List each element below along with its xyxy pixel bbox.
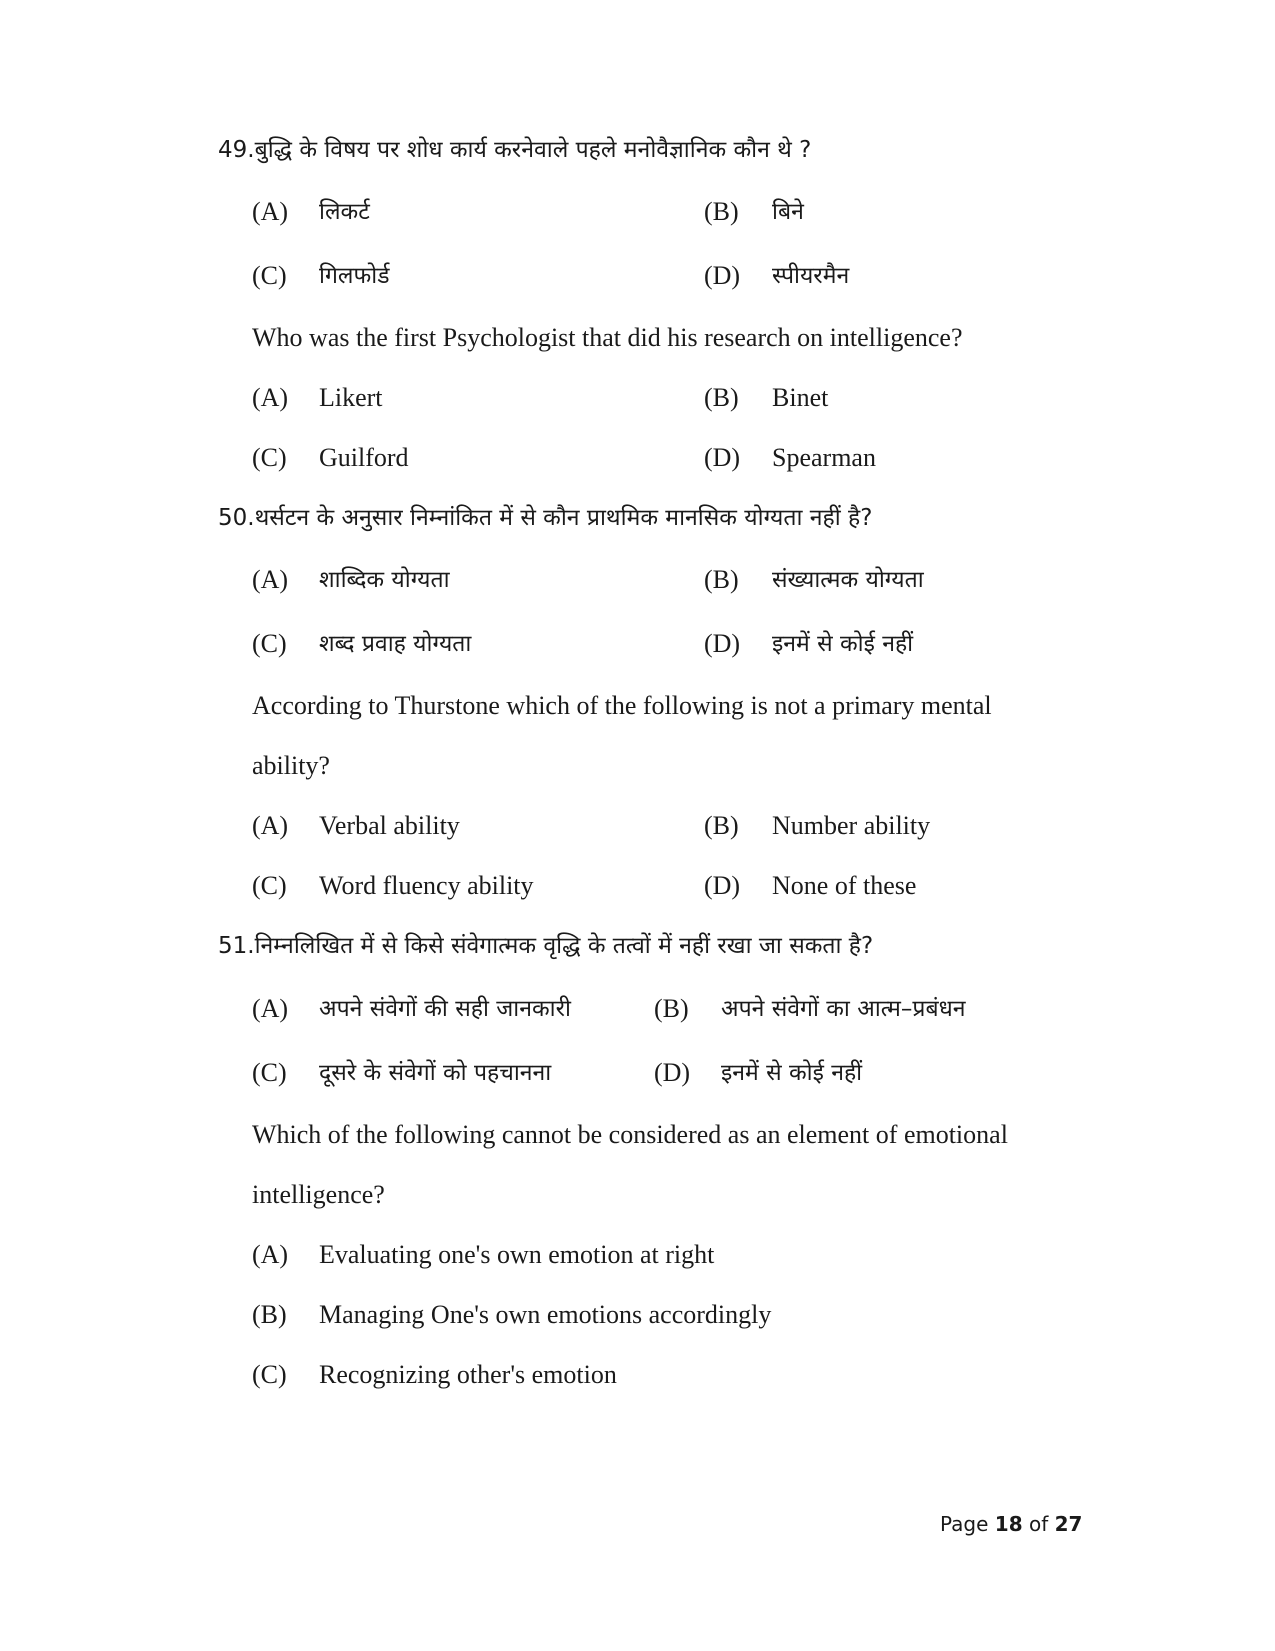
q50-hi-option-d-text: इनमें से कोई नहीं xyxy=(772,631,914,657)
q49-hi-option-c-label: (C) xyxy=(252,261,287,290)
q49-en-option-a-label: (A) xyxy=(252,383,289,412)
q50-en-option-c-text: Word fluency ability xyxy=(319,871,534,900)
q50-english-question-line-1: According to Thurstone which of the following is not a primary mental xyxy=(252,691,992,720)
q50-hi-option-d-label: (D) xyxy=(704,629,741,658)
q49-hi-option-b-label: (B) xyxy=(704,197,739,226)
q50-hi-option-c-text: शब्द प्रवाह योग्यता xyxy=(319,631,472,657)
q51-hi-option-c-text: दूसरे के संवेगों को पहचानना xyxy=(319,1060,552,1086)
q50-hi-option-c-label: (C) xyxy=(252,629,287,658)
q50-hi-option-a-text: शाब्दिक योग्यता xyxy=(319,567,450,593)
q50-en-option-a-label: (A) xyxy=(252,811,289,840)
q51-en-option-b-label: (B) xyxy=(252,1300,287,1329)
q51-english-question-line-2: intelligence? xyxy=(252,1180,385,1209)
q51-hi-option-d-label: (D) xyxy=(654,1058,691,1087)
q50-en-option-d-label: (D) xyxy=(704,871,741,900)
q49-hi-option-a-label: (A) xyxy=(252,197,289,226)
q50-hindi-question: 50.थर्सटन के अनुसार निम्नांकित में से कौन प्राथमिक मानसिक योग्यता नहीं है? xyxy=(218,505,873,531)
q51-hi-option-a-text: अपने संवेगों की सही जानकारी xyxy=(319,996,571,1022)
q50-en-option-c-label: (C) xyxy=(252,871,287,900)
q51-en-option-a-label: (A) xyxy=(252,1240,289,1269)
q51-hi-option-c-label: (C) xyxy=(252,1058,287,1087)
q49-en-option-a-text: Likert xyxy=(319,383,383,412)
q49-hindi-question: 49.बुद्धि के विषय पर शोध कार्य करनेवाले पहले मनोवैज्ञानिक कौन थे ? xyxy=(218,137,812,163)
q51-hi-option-a-label: (A) xyxy=(252,994,289,1023)
footer-current-page: 18 xyxy=(994,1512,1023,1536)
q51-english-question-line-1: Which of the following cannot be considered as an element of emotional xyxy=(252,1120,1008,1149)
q50-hi-option-a-label: (A) xyxy=(252,565,289,594)
q50-en-option-b-text: Number ability xyxy=(772,811,931,840)
q49-en-option-b-label: (B) xyxy=(704,383,739,412)
footer-total-pages: 27 xyxy=(1054,1512,1083,1536)
q51-en-option-a-text: Evaluating one's own emotion at right xyxy=(319,1240,715,1269)
q49-en-option-d-label: (D) xyxy=(704,443,741,472)
q49-en-option-b-text: Binet xyxy=(772,383,829,412)
q49-hi-option-a-text: लिकर्ट xyxy=(319,199,370,225)
q49-en-option-d-text: Spearman xyxy=(772,443,876,472)
q50-en-option-b-label: (B) xyxy=(704,811,739,840)
q51-en-option-c-label: (C) xyxy=(252,1360,287,1389)
footer-of: of xyxy=(1028,1512,1049,1536)
q49-hi-option-b-text: बिने xyxy=(772,199,804,225)
q49-en-option-c-label: (C) xyxy=(252,443,287,472)
q49-hi-option-c-text: गिलफोर्ड xyxy=(319,263,390,289)
q51-hi-option-d-text: इनमें से कोई नहीं xyxy=(721,1060,863,1086)
q51-hindi-question: 51.निम्नलिखित में से किसे संवेगात्मक वृद्धि के तत्वों में नहीं रखा जा सकता है? xyxy=(218,933,874,959)
q50-english-question-line-2: ability? xyxy=(252,751,330,780)
q49-english-question: Who was the first Psychologist that did his research on intelligence? xyxy=(252,323,963,352)
q49-en-option-c-text: Guilford xyxy=(319,443,409,472)
q51-hi-option-b-text: अपने संवेगों का आत्म–प्रबंधन xyxy=(721,996,966,1022)
q50-en-option-d-text: None of these xyxy=(772,871,917,900)
q51-en-option-b-text: Managing One's own emotions accordingly xyxy=(319,1300,772,1329)
q50-hi-option-b-label: (B) xyxy=(704,565,739,594)
page-number-footer xyxy=(940,1512,1082,1536)
q50-en-option-a-text: Verbal ability xyxy=(319,811,460,840)
q50-hi-option-b-text: संख्यात्मक योग्यता xyxy=(772,567,924,593)
footer-page-prefix: Page xyxy=(940,1512,989,1536)
q51-en-option-c-text: Recognizing other's emotion xyxy=(319,1360,617,1389)
q49-hi-option-d-text: स्पीयरमैन xyxy=(772,263,850,289)
q49-hi-option-d-label: (D) xyxy=(704,261,741,290)
q51-hi-option-b-label: (B) xyxy=(654,994,689,1023)
